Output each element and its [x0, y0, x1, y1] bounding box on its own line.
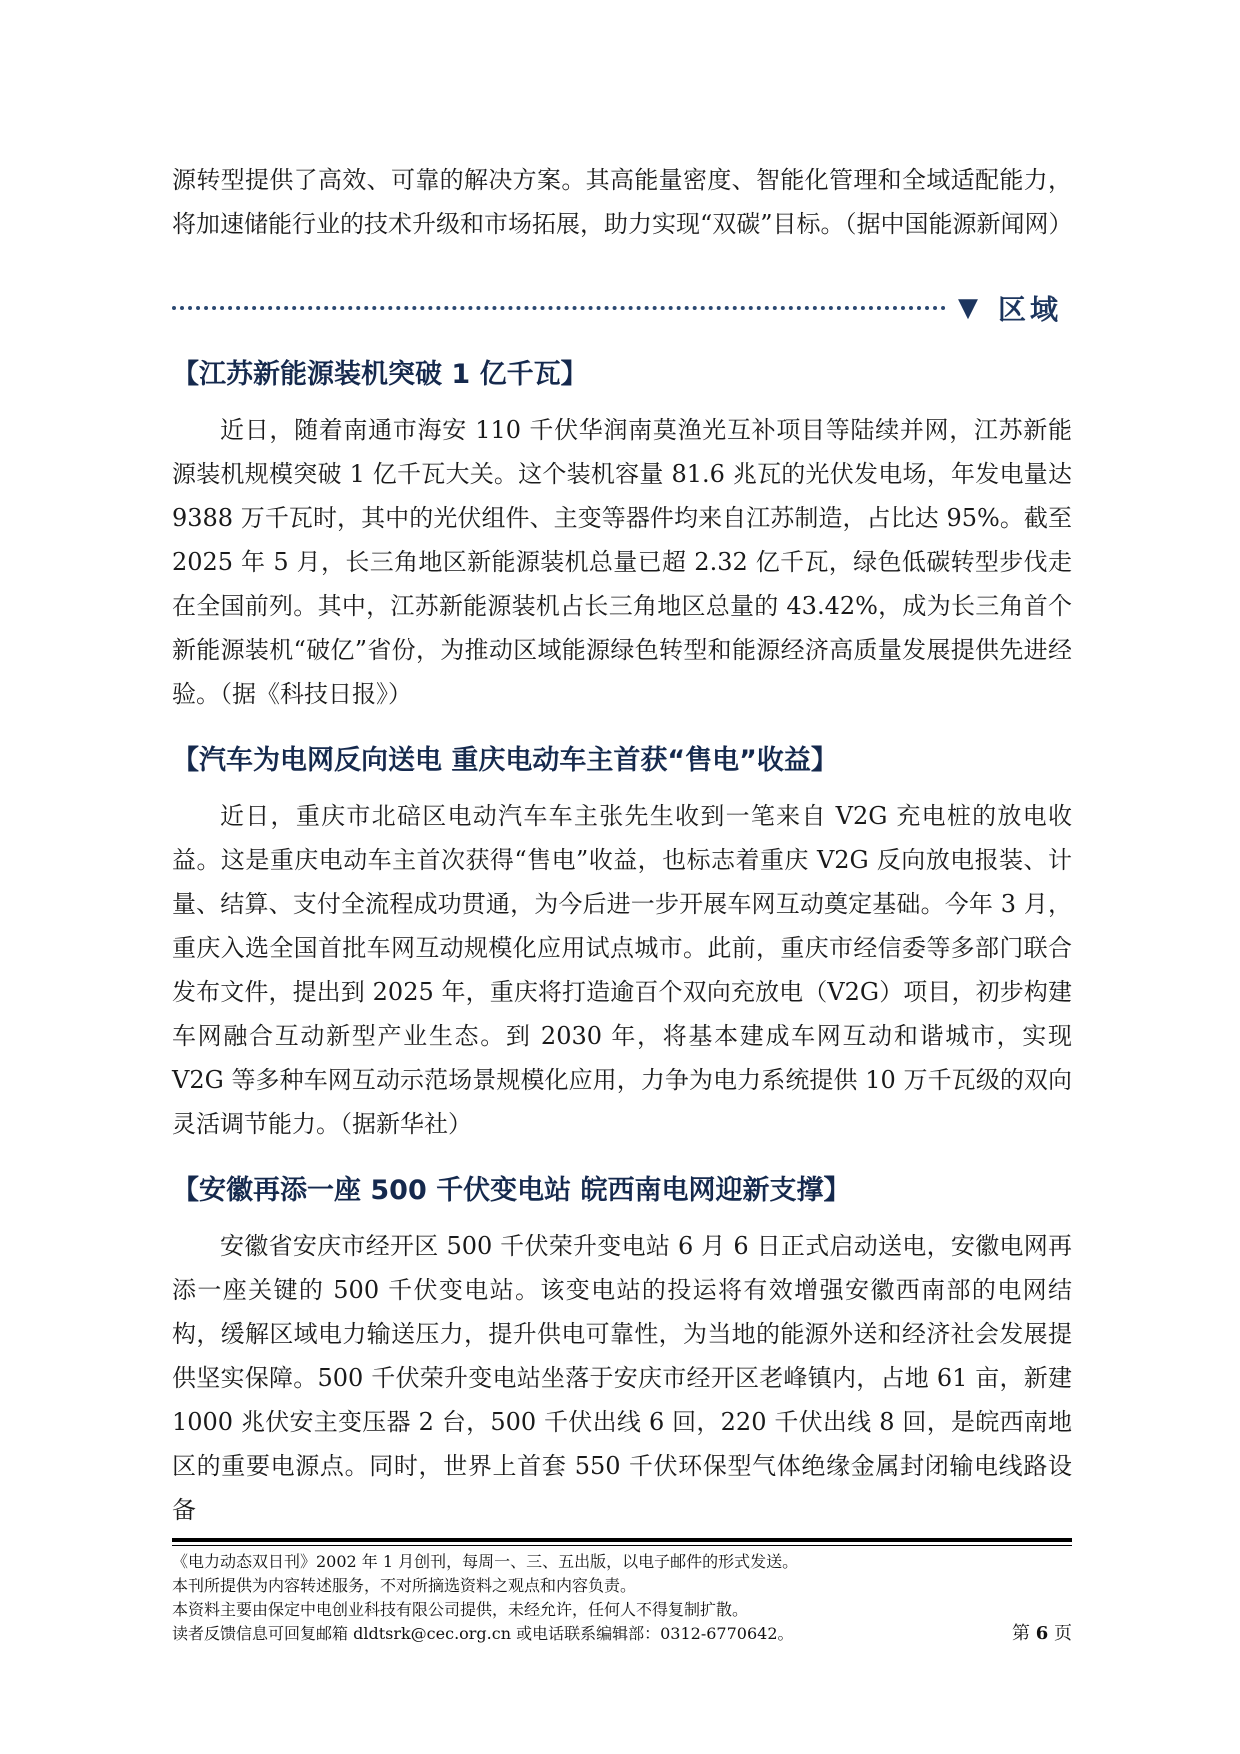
footer-contact-line: 读者反馈信息可回复邮箱 dldtsrk@cec.org.cn 或电话联系编辑部：0312-6770642。 [172, 1624, 794, 1643]
footer-rule-thick [172, 1538, 1072, 1542]
article [172, 740, 1072, 1146]
page-suffix: 页 [1054, 1623, 1072, 1644]
footer-line: 本资料主要由保定中电创业科技有限公司提供，未经允许，任何人不得复制扩散。 [172, 1600, 749, 1619]
main-content [172, 158, 1072, 1532]
footer-line: 《电力动态双日刊》2002 年 1 月创刊，每周一、三、五出版，以电子邮件的形式发送。 [172, 1552, 799, 1571]
article-body: 近日，重庆市北碚区电动汽车车主张先生收到一笔来自 V2G 充电桩的放电收益。这是重庆电动车主首次获得“售电”收益，也标志着重庆 V2G 反向放电报装、计量、结算、支付全流程成功贯通，为今后进一步开展车网互动奠定基础。今年 3 月，重庆入选全国首批车网互动规模化应用试点城市。此前，重庆市经信委等多部门联合发布文件，提出到 2025 年，重庆将打造逾百个双向充放电（V2G）项目，初步构建车网融合互动新型产业生态。到 2030 年，将基本建成车网互动和谐城市，实现 V2G 等多种车网互动示范场景规模化应用，力争为电力系统提供 10 万千瓦级的双向灵活调节能力。（据新华社） [172, 802, 1072, 1138]
dotted-rule [172, 306, 946, 310]
footer-rule-thin [172, 1545, 1072, 1546]
section-label: 区域 [997, 293, 1062, 326]
triangle-down-icon: ▼ [957, 293, 978, 323]
footer-notes [172, 1550, 1072, 1646]
footer-last-row [172, 1622, 1072, 1646]
article [172, 354, 1072, 716]
page-prefix: 第 [1012, 1623, 1030, 1644]
article-headline: 【汽车为电网反向送电 重庆电动车主首获“售电”收益】 [172, 745, 838, 776]
page-footer [172, 1538, 1072, 1646]
page-number-value: 6 [1035, 1623, 1049, 1644]
section-divider [172, 286, 1072, 330]
article-headline: 【安徽再添一座 500 千伏变电站 皖西南电网迎新支撑】 [172, 1175, 851, 1206]
article-body: 安徽省安庆市经开区 500 千伏荣升变电站 6 月 6 日正式启动送电，安徽电网再添一座关键的 500 千伏变电站。该变电站的投运将有效增强安徽西南部的电网结构，缓解区域电力输送压力，提升供电可靠性，为当地的能源外送和经济社会发展提供坚实保障。500 千伏荣升变电站坐落于安庆市经开区老峰镇内，占地 61 亩，新建 1000 兆伏安主变压器 2 台，500 千伏出线 6 回，220 千伏出线 8 回，是皖西南地区的重要电源点。同时，世界上首套 550 千伏环保型气体绝缘金属封闭输电线路设备 [172, 1232, 1072, 1524]
article [172, 1170, 1072, 1532]
page-number [1012, 1622, 1072, 1646]
article-headline: 【江苏新能源装机突破 1 亿千瓦】 [172, 359, 588, 390]
article-body: 近日，随着南通市海安 110 千伏华润南莫渔光互补项目等陆续并网，江苏新能源装机规模突破 1 亿千瓦大关。这个装机容量 81.6 兆瓦的光伏发电场，年发电量达 9388 万千瓦时，其中的光伏组件、主变等器件均来自江苏制造，占比达 95%。截至 2025 年 5 月，长三角地区新能源装机总量已超 2.32 亿千瓦，绿色低碳转型步伐走在全国前列。其中，江苏新能源装机占长三角地区总量的 43.42%，成为长三角首个新能源装机“破亿”省份，为推动区域能源绿色转型和能源经济高质量发展提供先进经验。（据《科技日报》） [172, 416, 1072, 708]
footer-line: 本刊所提供为内容转述服务，不对所摘选资料之观点和内容负责。 [172, 1576, 637, 1595]
intro-paragraph: 源转型提供了高效、可靠的解决方案。其高能量密度、智能化管理和全域适配能力，将加速储能行业的技术升级和市场拓展，助力实现“双碳”目标。（据中国能源新闻网） [172, 166, 1073, 238]
